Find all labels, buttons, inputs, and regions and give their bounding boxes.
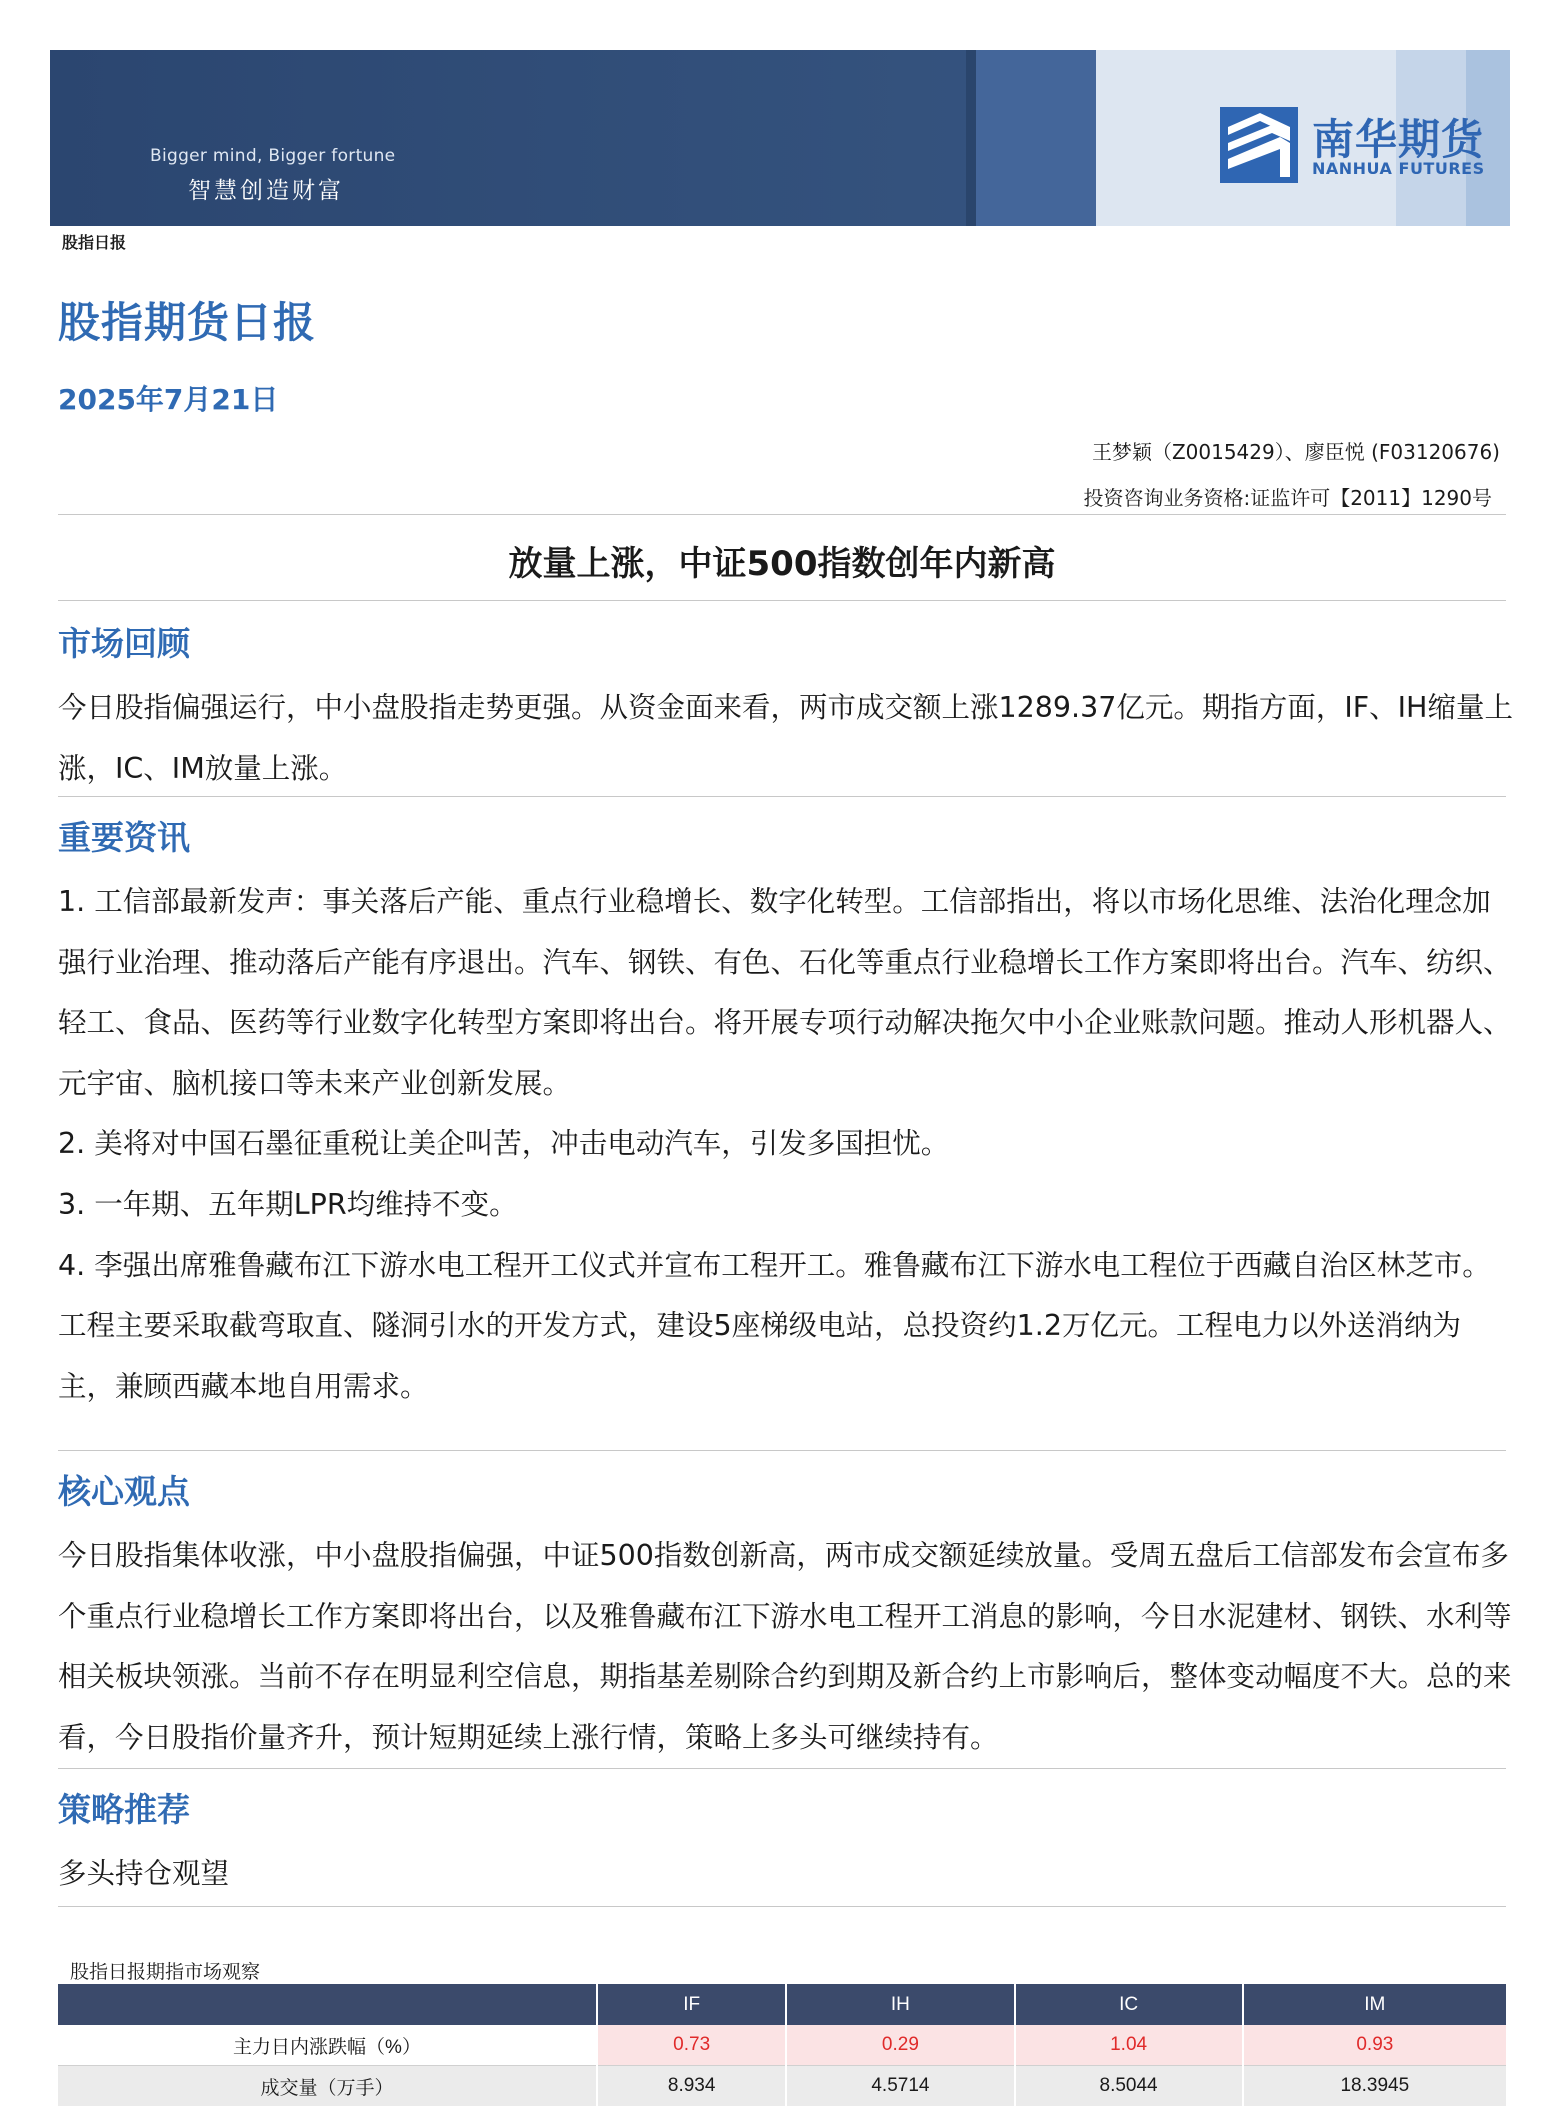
section-heading-core-view: 核心观点 — [58, 1472, 190, 1511]
table-row — [58, 2066, 1506, 2107]
divider — [58, 796, 1506, 797]
table-cell: 1.04 — [1015, 2025, 1243, 2066]
banner-stripe — [966, 50, 976, 226]
section-heading-market-review: 市场回顾 — [58, 624, 190, 663]
banner-stripe — [976, 50, 1096, 226]
divider — [58, 1906, 1506, 1907]
table-header-cell — [58, 1984, 597, 2025]
table-header-cell: IH — [786, 1984, 1014, 2025]
table-cell: 4.5714 — [786, 2066, 1014, 2107]
divider — [58, 600, 1506, 601]
section-heading-strategy: 策略推荐 — [58, 1790, 190, 1829]
nanhua-logo-icon — [1220, 107, 1298, 183]
table-caption: 股指日报期指市场观察 — [70, 1961, 261, 1983]
table-header-cell: IC — [1015, 1984, 1243, 2025]
table-cell: 18.3945 — [1243, 2066, 1506, 2107]
news-item: 2. 美将对中国石墨征重税让美企叫苦，冲击电动汽车，引发多国担忧。 — [58, 1127, 950, 1161]
table-cell: 8.5044 — [1015, 2066, 1243, 2107]
table-row — [58, 2025, 1506, 2066]
row-label: 主力日内涨跌幅（%） — [58, 2025, 597, 2066]
report-title: 股指期货日报 — [58, 298, 317, 347]
license-info: 投资咨询业务资格:证监许可【2011】1290号 — [1083, 486, 1492, 510]
authors: 王梦颖（Z0015429）、廖臣悦 (F03120676) — [1091, 440, 1500, 464]
divider — [58, 1768, 1506, 1769]
logo-english-name: NANHUA FUTURES — [1312, 159, 1485, 178]
section-heading-news: 重要资讯 — [58, 818, 190, 857]
strategy-text: 多头持仓观望 — [58, 1857, 230, 1890]
company-logo — [1220, 105, 1510, 185]
news-item: 4. 李强出席雅鲁藏布江下游水电工程开工仪式并宣布工程开工。雅鲁藏布江下游水电工程位于西藏自治区林芝市。工程主要采取截弯取直、隧洞引水的开发方式，建设5座梯级电站，总投资约1.2万亿元。工程电力以外送消纳为主，兼顾西藏本地自用需求。 — [58, 1248, 1491, 1403]
headline: 放量上涨，中证500指数创年内新高 — [508, 544, 1056, 584]
news-item: 1. 工信部最新发声：事关落后产能、重点行业稳增长、数字化转型。工信部指出，将以市场化思维、法治化理念加强行业治理、推动落后产能有序退出。汽车、钢铁、有色、石化等重点行业稳增长工作方案即将出台。汽车、纺织、轻工、食品、医药等行业数字化转型方案即将出台。将开展专项行动解决拖欠中小企业账款问题。推动人形机器人、元宇宙、脑机接口等未来产业创新发展。 — [58, 885, 1512, 1100]
table-cell: 0.73 — [597, 2025, 786, 2066]
table-header-cell: IF — [597, 1984, 786, 2025]
table-cell: 0.93 — [1243, 2025, 1506, 2066]
report-date: 2025年7月21日 — [58, 383, 279, 416]
divider — [58, 1450, 1506, 1451]
news-list — [58, 872, 1513, 1417]
table-cell: 8.934 — [597, 2066, 786, 2107]
report-tag: 股指日报 — [62, 233, 127, 252]
row-label: 成交量（万手） — [58, 2066, 597, 2107]
market-review-text: 今日股指偏强运行，中小盘股指走势更强。从资金面来看，两市成交额上涨1289.37亿元。期指方面，IF、IH缩量上涨，IC、IM放量上涨。 — [58, 691, 1513, 785]
table-header-cell: IM — [1243, 1984, 1506, 2025]
header-banner — [50, 50, 1510, 226]
divider — [58, 514, 1506, 515]
core-view-text: 今日股指集体收涨，中小盘股指偏强，中证500指数创新高，两市成交额延续放量。受周五盘后工信部发布会宣布多个重点行业稳增长工作方案即将出台，以及雅鲁藏布江下游水电工程开工消息的影响，今日水泥建材、钢铁、水利等相关板块领涨。当前不存在明显利空信息，期指基差剔除合约到期及新合约上市影响后，整体变动幅度不大。总的来看，今日股指价量齐升，预计短期延续上涨行情，策略上多头可继续持有。 — [58, 1539, 1512, 1754]
slogan-chinese: 智慧创造财富 — [188, 178, 344, 204]
table-cell: 0.29 — [786, 2025, 1014, 2066]
news-item: 3. 一年期、五年期LPR均维持不变。 — [58, 1187, 518, 1221]
table-header-row — [58, 1984, 1506, 2025]
logo-chinese-name: 南华期货 — [1312, 115, 1485, 164]
slogan-english: Bigger mind, Bigger fortune — [150, 146, 396, 166]
market-observation-table — [58, 1984, 1506, 2106]
